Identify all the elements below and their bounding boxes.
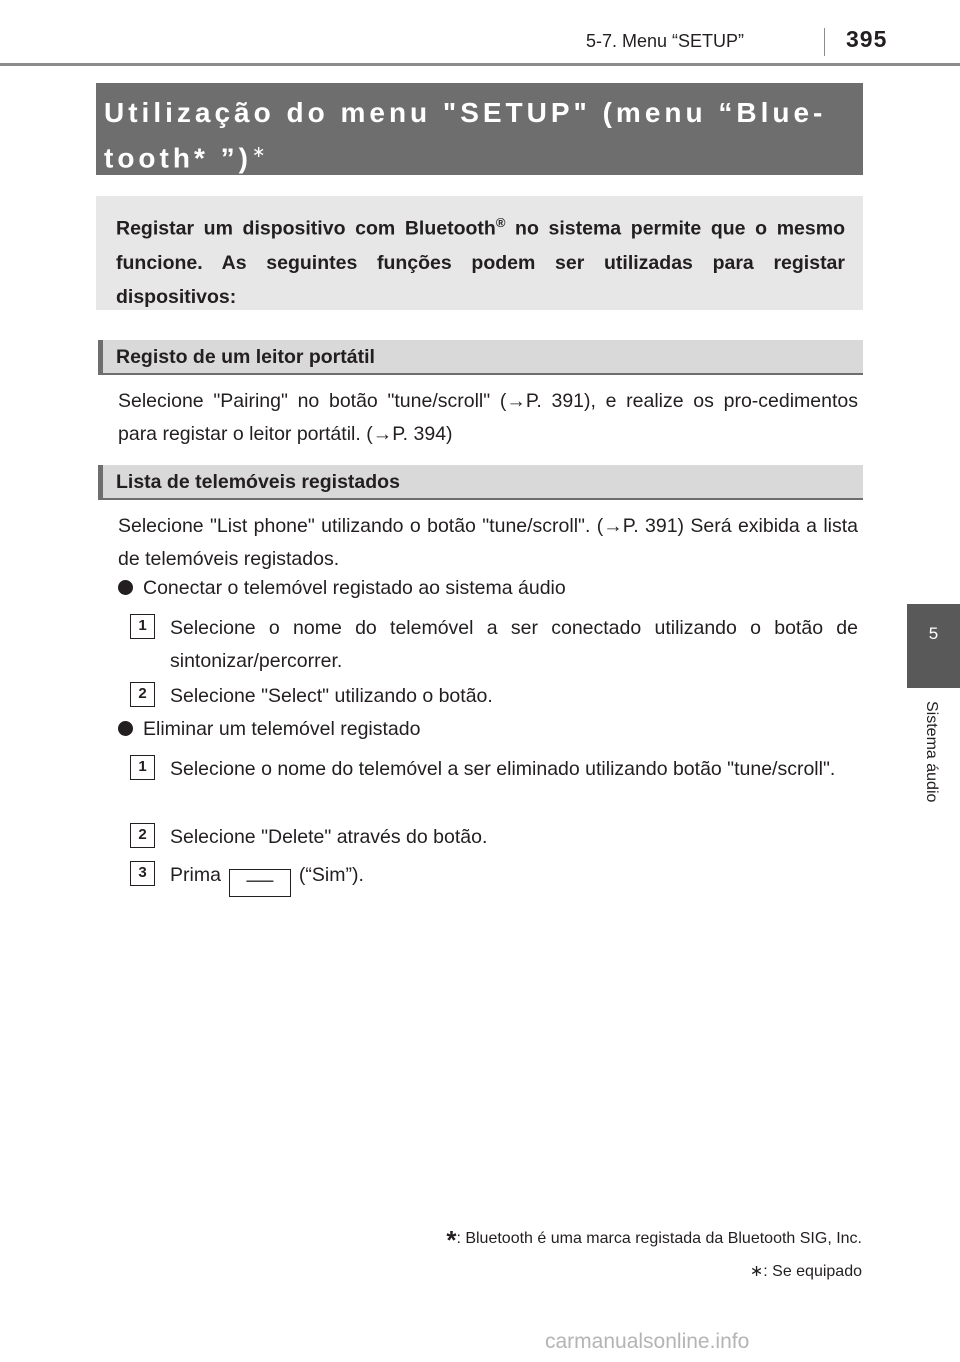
step-number-box: 2 bbox=[130, 823, 155, 848]
section-title bbox=[104, 93, 855, 178]
step-number-box: 2 bbox=[130, 682, 155, 707]
paragraph-portable-player: Selecione "Pairing" no botão "tune/scroll" (→P. 391), e realize os pro-cedimentos para registar o leitor portátil. (→P. 394) bbox=[118, 390, 858, 445]
footnote-trademark-text: : Bluetooth é uma marca registada da Bluetooth SIG, Inc. bbox=[456, 1230, 862, 1247]
intro-text-part1: Registar um dispositivo com Bluetooth bbox=[116, 217, 496, 240]
bullet-dot-icon bbox=[118, 580, 133, 595]
step-text: Selecione "Select" utilizando o botão. bbox=[170, 685, 493, 707]
subheading-phone-list: Lista de telemóveis registados bbox=[98, 465, 863, 500]
subheading-portable-player: Registo de um leitor portátil bbox=[98, 340, 863, 375]
section-reference: 5-7. Menu “SETUP” bbox=[586, 31, 745, 51]
equipped-marker: ∗ bbox=[749, 1263, 764, 1280]
chapter-label: Sistema áudio bbox=[923, 701, 940, 803]
footnote-equipped-text: : Se equipado bbox=[763, 1263, 862, 1280]
page-number: 395 bbox=[846, 26, 888, 52]
step-number-box: 3 bbox=[130, 861, 155, 886]
asterisk-marker: * bbox=[446, 1225, 457, 1255]
chapter-tab: 5 bbox=[907, 604, 960, 688]
header-divider bbox=[824, 28, 825, 56]
yes-button-illustration: ── bbox=[229, 869, 291, 897]
registered-mark: ® bbox=[495, 215, 506, 230]
bullet-connect-phone bbox=[118, 572, 566, 605]
bullet-text: Eliminar um telemóvel registado bbox=[143, 718, 421, 740]
section-title-text: Utilização do menu "SETUP" (menu “Blue-tooth* ”) bbox=[104, 97, 827, 174]
step-text-before: Prima bbox=[170, 864, 221, 886]
footnote-equipped bbox=[750, 1261, 862, 1281]
header-rule bbox=[0, 63, 960, 66]
watermark: carmanualsonline.info bbox=[545, 1330, 750, 1353]
step-text: Selecione "Delete" através do botão. bbox=[170, 826, 488, 848]
equipped-marker: ∗ bbox=[251, 144, 270, 161]
paragraph-phone-list: Selecione "List phone" utilizando o botão "tune/scroll". (→P. 391) Será exibida a lista de telemóveis registados. bbox=[118, 515, 858, 570]
step-text bbox=[170, 859, 858, 897]
step-text-after: (“Sim”). bbox=[298, 864, 364, 886]
step-text: Selecione o nome do telemóvel a ser eliminado utilizando botão "tune/scroll". bbox=[170, 758, 836, 780]
section-title-box bbox=[96, 83, 863, 175]
bullet-dot-icon bbox=[118, 721, 133, 736]
intro-text-part2: no sistema permite que o mesmo funcione. As seguintes funções podem ser utilizadas para registar dispositivos: bbox=[116, 217, 845, 308]
footnote-trademark bbox=[446, 1225, 862, 1256]
intro-box bbox=[96, 196, 863, 310]
bullet-delete-phone bbox=[118, 713, 420, 746]
step-number-box: 1 bbox=[130, 755, 155, 780]
step-text: Selecione o nome do telemóvel a ser conectado utilizando o botão de sintonizar/percorrer. bbox=[170, 617, 858, 672]
bullet-text: Conectar o telemóvel registado ao sistema áudio bbox=[143, 577, 566, 599]
step-number-box: 1 bbox=[130, 614, 155, 639]
